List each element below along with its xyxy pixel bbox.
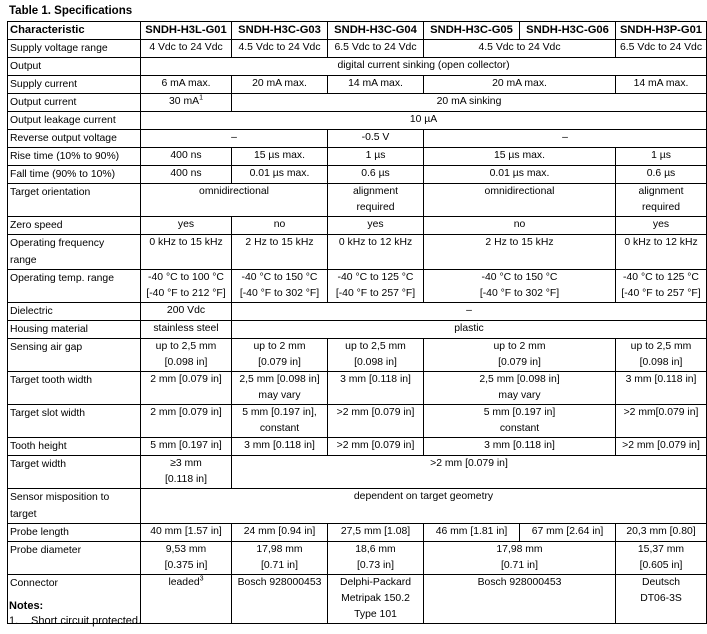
cell-text: 3 mm [0.118 in]	[340, 374, 411, 385]
row-label	[8, 489, 141, 524]
table-row	[8, 166, 707, 184]
value-cell	[141, 40, 232, 58]
cell-text: 6 mA max.	[161, 78, 211, 89]
cell-text: up to 2,5 mm	[155, 341, 217, 352]
value-cell	[141, 166, 232, 184]
cell-text: 67 mm [2.64 in]	[531, 526, 604, 537]
row-label	[8, 372, 141, 405]
cell-text: required	[356, 202, 395, 213]
value-cell	[616, 40, 707, 58]
value-cell	[232, 524, 328, 542]
cell-text: 2 Hz to 15 kHz	[485, 237, 554, 248]
header-model: SNDH-H3C-G04	[328, 22, 424, 40]
value-cell	[616, 575, 707, 624]
cell-text: no	[513, 219, 526, 230]
row-label	[8, 112, 141, 130]
cell-text: Bosch 928000453	[237, 577, 322, 588]
cell-text: required	[641, 202, 681, 213]
row-label	[8, 321, 141, 339]
value-cell	[328, 438, 424, 456]
value-cell	[328, 184, 424, 217]
value-cell	[141, 217, 232, 235]
cell-text: omnidirectional	[199, 186, 269, 197]
cell-text: [0.079 in]	[498, 357, 541, 368]
cell-text: 18,6 mm	[355, 544, 396, 555]
value-cell	[424, 372, 616, 405]
value-cell	[424, 130, 707, 148]
cell-text: 4.5 Vdc to 24 Vdc	[238, 42, 321, 53]
table-row	[8, 542, 707, 575]
value-cell	[328, 542, 424, 575]
cell-text: 2 Hz to 15 kHz	[245, 237, 314, 248]
value-cell	[141, 270, 232, 303]
cell-text: 24 mm [0.94 in]	[243, 526, 316, 537]
value-cell	[424, 76, 616, 94]
row-label	[8, 303, 141, 321]
cell-text: 0 kHz to 12 kHz	[624, 237, 698, 248]
footnote-marker: 3	[199, 575, 204, 583]
cell-text: Metripak 150.2	[341, 593, 410, 604]
row-label	[8, 184, 141, 217]
value-cell	[424, 40, 616, 58]
value-cell	[424, 575, 616, 624]
cell-text: [0.118 in]	[165, 474, 207, 485]
cell-text: [0.73 in]	[357, 560, 394, 571]
value-cell	[424, 438, 616, 456]
value-cell	[232, 321, 707, 339]
value-cell	[232, 339, 328, 372]
cell-text: >2 mm [0.079 in]	[336, 440, 415, 451]
value-cell	[328, 524, 424, 542]
table-row	[8, 148, 707, 166]
cell-text: [0.605 in]	[639, 560, 683, 571]
cell-text: 17,98 mm	[256, 544, 303, 555]
row-label-line: Target width	[10, 459, 67, 470]
cell-text: digital current sinking (open collector)	[337, 60, 510, 71]
cell-text: 30 mA	[169, 96, 200, 107]
cell-text: yes	[652, 219, 670, 230]
cell-text: 2 mm [0.079 in]	[150, 407, 222, 418]
row-label	[8, 58, 141, 76]
value-cell	[616, 524, 707, 542]
value-cell	[616, 372, 707, 405]
value-cell	[616, 405, 707, 438]
cell-text: 2,5 mm [0.098 in]	[479, 374, 560, 385]
note-text: Short circuit protected.	[31, 615, 142, 627]
cell-text: 0 kHz to 12 kHz	[338, 237, 413, 248]
cell-text: omnidirectional	[484, 186, 555, 197]
cell-text: -40 °C to 125 °C	[623, 272, 699, 283]
row-label-line: Output current	[10, 97, 77, 108]
cell-text: [-40 °F to 257 °F]	[335, 288, 416, 299]
row-label	[8, 405, 141, 438]
table-row	[8, 235, 707, 270]
cell-text: no	[273, 219, 286, 230]
cell-text: -0.5 V	[361, 132, 390, 143]
cell-text: [0.71 in]	[501, 560, 538, 571]
table-row	[8, 58, 707, 76]
cell-text: 9,53 mm	[165, 544, 207, 555]
table-row	[8, 524, 707, 542]
value-cell	[616, 270, 707, 303]
cell-text: up to 2,5 mm	[630, 341, 692, 352]
value-cell	[616, 76, 707, 94]
table-row	[8, 303, 707, 321]
value-cell	[141, 489, 707, 524]
cell-text: 14 mA max.	[633, 78, 689, 89]
cell-text: may vary	[498, 390, 541, 401]
value-cell	[424, 166, 616, 184]
cell-text: 1 µs	[365, 150, 386, 161]
cell-text: [0.079 in]	[258, 357, 301, 368]
row-label-line: Supply current	[10, 79, 77, 90]
cell-text: 6.5 Vdc to 24 Vdc	[334, 42, 417, 53]
value-cell	[328, 130, 424, 148]
cell-text: 5 mm [0.197 in]	[150, 440, 222, 451]
cell-text: >2 mm [0.079 in]	[336, 407, 415, 418]
table-row	[8, 94, 707, 112]
row-label-line: range	[10, 255, 37, 266]
cell-text: 0.6 µs	[361, 168, 390, 179]
value-cell	[424, 270, 616, 303]
value-cell	[141, 235, 232, 270]
row-label	[8, 524, 141, 542]
cell-text: alignment	[352, 186, 399, 197]
value-cell	[424, 184, 616, 217]
header-model: SNDH-H3L-G01	[141, 22, 232, 40]
cell-text: [0.71 in]	[261, 560, 298, 571]
table-row	[8, 489, 707, 524]
value-cell	[328, 217, 424, 235]
value-cell	[141, 542, 232, 575]
row-label	[8, 94, 141, 112]
value-cell	[141, 372, 232, 405]
value-cell	[232, 303, 707, 321]
value-cell	[616, 166, 707, 184]
value-cell	[232, 542, 328, 575]
cell-text: 6.5 Vdc to 24 Vdc	[619, 42, 703, 53]
table-row	[8, 184, 707, 217]
row-label-line: Operating frequency	[10, 238, 105, 249]
row-label-line: Sensing air gap	[10, 342, 83, 353]
table-row	[8, 270, 707, 303]
row-label	[8, 76, 141, 94]
cell-text: yes	[367, 219, 384, 230]
value-cell	[616, 339, 707, 372]
row-label-line: target	[10, 509, 37, 520]
value-cell	[141, 58, 707, 76]
header-model: SNDH-H3P-G01	[616, 22, 707, 40]
cell-text: ≥3 mm	[170, 458, 202, 469]
cell-text: plastic	[454, 323, 484, 334]
cell-text: 5 mm [0.197 in]	[483, 407, 556, 418]
row-label-line: Fall time (90% to 10%)	[10, 169, 116, 180]
cell-text: 4 Vdc to 24 Vdc	[149, 42, 223, 53]
row-label	[8, 542, 141, 575]
table-row	[8, 372, 707, 405]
value-cell	[328, 235, 424, 270]
cell-text: 20 mA max.	[252, 78, 307, 89]
cell-text: 3 mm [0.118 in]	[484, 440, 555, 451]
value-cell	[424, 339, 616, 372]
value-cell	[328, 372, 424, 405]
cell-text: 15 µs max.	[253, 150, 306, 161]
row-label	[8, 217, 141, 235]
value-cell	[141, 438, 232, 456]
cell-text: 20 mA sinking	[436, 96, 502, 107]
row-label-line: Connector	[10, 578, 58, 589]
value-cell	[232, 166, 328, 184]
notes-section	[9, 600, 141, 627]
cell-text: [-40 °F to 302 °F]	[239, 288, 320, 299]
cell-text: >2 mm [0.079 in]	[622, 440, 700, 451]
cell-text: 1 µs	[651, 150, 671, 161]
value-cell	[232, 94, 707, 112]
value-cell	[520, 524, 616, 542]
row-label-line: Reverse output voltage	[10, 133, 117, 144]
value-cell	[616, 148, 707, 166]
value-cell	[141, 184, 328, 217]
table-row	[8, 339, 707, 372]
cell-text: [-40 °F to 212 °F]	[146, 288, 226, 299]
table-row	[8, 321, 707, 339]
cell-text: 46 mm [1.81 in]	[435, 526, 508, 537]
cell-text: up to 2,5 mm	[345, 341, 406, 352]
cell-text: 0.01 µs max.	[489, 168, 550, 179]
cell-text: stainless steel	[153, 323, 219, 334]
cell-text: [0.375 in]	[164, 560, 208, 571]
table-row	[8, 438, 707, 456]
footnote-marker: 1	[199, 94, 203, 102]
value-cell	[141, 321, 232, 339]
value-cell	[328, 575, 424, 624]
cell-text: 20,3 mm [0.80]	[626, 526, 696, 537]
value-cell	[328, 270, 424, 303]
cell-text: –	[466, 305, 472, 316]
value-cell	[141, 130, 328, 148]
cell-text: constant	[259, 423, 300, 434]
row-label-line: Housing material	[10, 324, 88, 335]
row-label	[8, 40, 141, 58]
note-item	[9, 615, 141, 627]
cell-text: [0.098 in]	[164, 357, 208, 368]
row-label-line: Probe diameter	[10, 545, 82, 556]
table-row	[8, 405, 707, 438]
cell-text: constant	[499, 423, 540, 434]
value-cell	[424, 148, 616, 166]
cell-text: 400 ns	[170, 168, 202, 179]
row-label	[8, 235, 141, 270]
cell-text: 17,98 mm	[496, 544, 543, 555]
cell-text: may vary	[258, 390, 301, 401]
value-cell	[141, 303, 232, 321]
cell-text: Delphi-Packard	[339, 577, 412, 588]
cell-text: 0 kHz to 15 kHz	[149, 237, 223, 248]
value-cell	[141, 76, 232, 94]
value-cell	[616, 438, 707, 456]
cell-text: >2 mm [0.079 in]	[430, 458, 508, 469]
cell-text: 5 mm [0.197 in],	[242, 407, 317, 418]
row-label-line: Supply voltage range	[10, 43, 108, 54]
value-cell	[328, 76, 424, 94]
cell-text: yes	[177, 219, 195, 230]
header-row	[8, 22, 707, 40]
value-cell	[232, 270, 328, 303]
value-cell	[141, 112, 707, 130]
row-label-line: Operating temp. range	[10, 273, 114, 284]
cell-text: -40 °C to 125 °C	[337, 272, 414, 283]
value-cell	[141, 405, 232, 438]
value-cell	[232, 372, 328, 405]
cell-text: alignment	[638, 186, 684, 197]
cell-text: -40 °C to 150 °C	[481, 272, 558, 283]
cell-text: up to 2 mm	[493, 341, 546, 352]
value-cell	[141, 524, 232, 542]
value-cell	[424, 235, 616, 270]
row-label-line: Zero speed	[10, 220, 63, 231]
table-row	[8, 76, 707, 94]
cell-text: –	[562, 132, 568, 143]
cell-text: –	[231, 132, 237, 143]
table-row	[8, 130, 707, 148]
value-cell	[141, 575, 232, 624]
cell-text: -40 °C to 100 °C	[148, 272, 224, 283]
value-cell	[232, 217, 328, 235]
value-cell	[616, 217, 707, 235]
row-label	[8, 456, 141, 489]
cell-text: 2,5 mm [0.098 in]	[239, 374, 320, 385]
cell-text: 10 µA	[409, 114, 438, 125]
cell-text: [0.098 in]	[639, 357, 683, 368]
cell-text: 14 mA max.	[348, 78, 403, 89]
table-row	[8, 112, 707, 130]
value-cell	[232, 148, 328, 166]
cell-text: 0.6 µs	[646, 168, 676, 179]
value-cell	[232, 456, 707, 489]
notes-heading: Notes:	[9, 600, 44, 612]
row-label-line: Output	[10, 61, 42, 72]
row-label-line: Probe length	[10, 527, 69, 538]
value-cell	[616, 184, 707, 217]
cell-text: DT06-3S	[640, 593, 682, 604]
row-label	[8, 166, 141, 184]
value-cell	[424, 542, 616, 575]
cell-text: 20 mA max.	[492, 78, 547, 89]
row-label	[8, 130, 141, 148]
row-label-line: Sensor misposition to	[10, 492, 110, 503]
table-row	[8, 456, 707, 489]
cell-text: up to 2 mm	[253, 341, 306, 352]
value-cell	[232, 235, 328, 270]
cell-text: 4.5 Vdc to 24 Vdc	[478, 42, 561, 53]
cell-text: -40 °C to 150 °C	[241, 272, 318, 283]
cell-text: [-40 °F to 302 °F]	[479, 288, 560, 299]
table-row	[8, 40, 707, 58]
value-cell	[232, 575, 328, 624]
cell-text: 15 µs max.	[493, 150, 546, 161]
row-label	[8, 148, 141, 166]
cell-text: 400 ns	[170, 150, 202, 161]
cell-text: 15,37 mm	[637, 544, 685, 555]
header-model: SNDH-H3C-G06	[520, 22, 616, 40]
cell-text: Bosch 928000453	[477, 577, 562, 588]
value-cell	[616, 542, 707, 575]
cell-text: 27,5 mm [1.08]	[340, 526, 411, 537]
table-row	[8, 217, 707, 235]
row-label-line: Target tooth width	[10, 375, 93, 386]
cell-text: 3 mm [0.118 in]	[244, 440, 315, 451]
value-cell	[328, 40, 424, 58]
value-cell	[232, 405, 328, 438]
cell-text: 40 mm [1.57 in]	[150, 526, 222, 537]
value-cell	[424, 405, 616, 438]
cell-text: Type 101	[354, 609, 397, 620]
row-label-line: Target orientation	[10, 187, 91, 198]
value-cell	[141, 339, 232, 372]
value-cell	[232, 40, 328, 58]
value-cell	[328, 166, 424, 184]
cell-text: 200 Vdc	[166, 305, 206, 316]
cell-text: >2 mm[0.079 in]	[623, 407, 699, 418]
row-label-line: Output leakage current	[10, 115, 116, 126]
header-model: SNDH-H3C-G05	[424, 22, 520, 40]
header-characteristic: Characteristic	[8, 22, 141, 40]
cell-text: dependent on target geometry	[353, 491, 494, 502]
value-cell	[424, 217, 616, 235]
value-cell	[328, 148, 424, 166]
value-cell	[141, 148, 232, 166]
header-model: SNDH-H3C-G03	[232, 22, 328, 40]
value-cell	[328, 339, 424, 372]
row-label	[8, 438, 141, 456]
cell-text: [-40 °F to 257 °F]	[621, 288, 701, 299]
cell-text: [0.098 in]	[354, 357, 397, 368]
cell-text: 2 mm [0.079 in]	[150, 374, 222, 385]
specifications-table	[7, 21, 707, 624]
cell-text: 3 mm [0.118 in]	[625, 374, 697, 385]
row-label-line: Dielectric	[10, 306, 53, 317]
row-label-line: Rise time (10% to 90%)	[10, 151, 120, 162]
value-cell	[616, 235, 707, 270]
value-cell	[232, 438, 328, 456]
value-cell	[232, 76, 328, 94]
row-label-line: Target slot width	[10, 408, 86, 419]
cell-text: Deutsch	[641, 577, 681, 588]
row-label-line: Tooth height	[10, 441, 67, 452]
value-cell	[328, 405, 424, 438]
cell-text: 0.01 µs max.	[249, 168, 310, 179]
value-cell	[141, 456, 232, 489]
value-cell	[424, 524, 520, 542]
note-number: 1.	[9, 615, 19, 627]
row-label	[8, 339, 141, 372]
cell-text: leaded	[168, 577, 200, 588]
table-title: Table 1. Specifications	[9, 5, 133, 17]
value-cell	[141, 94, 232, 112]
row-label	[8, 270, 141, 303]
